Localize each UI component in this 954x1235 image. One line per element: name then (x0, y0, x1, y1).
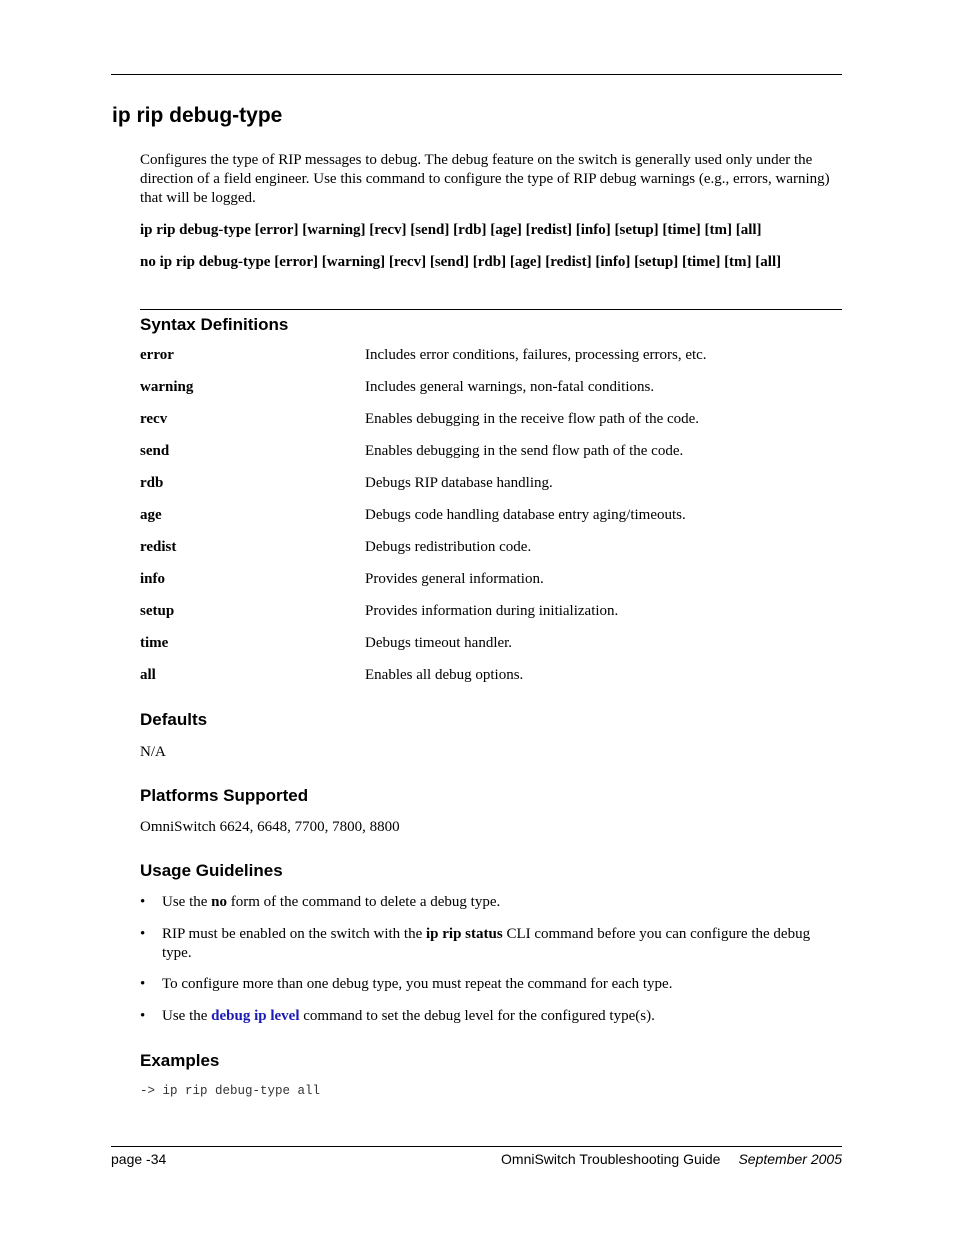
definition-description: Debugs code handling database entry aging/timeouts. (365, 507, 686, 523)
definition-description: Enables all debug options. (365, 667, 524, 683)
definition-description: Enables debugging in the send flow path of the code. (365, 443, 684, 459)
definition-row (140, 538, 842, 558)
platforms-value: OmniSwitch 6624, 6648, 7700, 7800, 8800 (140, 819, 400, 835)
usage-bullet-text (162, 1007, 832, 1026)
definition-row (140, 666, 842, 686)
text-segment: CLI command before you can configure the debug type. (162, 926, 811, 961)
defaults-value: N/A (140, 744, 166, 760)
usage-guidelines-heading: Usage Guidelines (140, 861, 283, 880)
keyword-ip-rip-status: ip rip status (426, 926, 503, 942)
section-rule (140, 309, 842, 310)
bullet-marker: • (140, 926, 146, 942)
command-description: Configures the type of RIP messages to debug. The debug feature on the switch is generally used only under the direction of a field engineer. Use this command to configure the type of RIP debug warnings (e.g., errors, warning) that will be logged. (140, 152, 830, 206)
definition-term: send (140, 443, 170, 459)
usage-bullet-text: To configure more than one debug type, you must repeat the command for each type. (162, 976, 673, 992)
definition-description: Debugs timeout handler. (365, 635, 513, 651)
text-segment: Use the (162, 894, 212, 910)
definition-row (140, 634, 842, 654)
syntax-command: ip rip debug-type [error] [warning] [recv] [send] [rdb] [age] [redist] [info] [setup] [time] [tm] [all] (140, 222, 762, 238)
definition-term: rdb (140, 475, 164, 491)
definition-row (140, 442, 842, 462)
definition-row (140, 602, 842, 622)
definition-term: redist (140, 539, 177, 555)
definition-term: info (140, 571, 166, 587)
page-title: ip rip debug-type (112, 104, 283, 127)
definition-description: Debugs redistribution code. (365, 539, 532, 555)
definition-term: recv (140, 411, 168, 427)
definition-term: time (140, 635, 169, 651)
definition-term: all (140, 667, 156, 683)
definition-term: warning (140, 379, 194, 395)
text-segment: command to set the debug level for the configured type(s). (299, 1008, 655, 1024)
publication-date: September 2005 (738, 1151, 842, 1167)
text-segment: RIP must be enabled on the switch with the (162, 926, 426, 942)
text-segment: form of the command to delete a debug type. (227, 894, 501, 910)
usage-bullet-text (162, 925, 832, 963)
guide-title: OmniSwitch Troubleshooting Guide (501, 1151, 721, 1167)
debug-ip-level-link[interactable]: debug ip level (211, 1008, 300, 1024)
definition-row (140, 506, 842, 526)
definition-term: age (140, 507, 162, 523)
platforms-heading: Platforms Supported (140, 786, 309, 805)
definition-description: Includes error conditions, failures, processing errors, etc. (365, 347, 707, 363)
definition-row (140, 410, 842, 430)
syntax-no-command: no ip rip debug-type [error] [warning] [recv] [send] [rdb] [age] [redist] [info] [setup] [time] [tm] [all] (140, 254, 782, 270)
definition-row (140, 570, 842, 590)
definition-description: Provides general information. (365, 571, 544, 587)
definition-description: Enables debugging in the receive flow path of the code. (365, 411, 700, 427)
example-code: -> ip rip debug-type all (140, 1084, 321, 1098)
definition-term: error (140, 347, 174, 363)
definition-row (140, 346, 842, 366)
defaults-heading: Defaults (140, 710, 208, 729)
definition-description: Debugs RIP database handling. (365, 475, 553, 491)
definition-row (140, 474, 842, 494)
definition-row (140, 378, 842, 398)
text-segment: Use the (162, 1008, 212, 1024)
bullet-marker: • (140, 976, 146, 992)
usage-bullet-text (162, 893, 832, 912)
keyword-no: no (211, 894, 227, 910)
header-rule (111, 74, 842, 75)
footer-info (501, 1151, 842, 1167)
definition-term: setup (140, 603, 175, 619)
bullet-marker: • (140, 1008, 146, 1024)
bullet-marker: • (140, 894, 146, 910)
page-number: page -34 (111, 1151, 167, 1167)
definition-description: Provides information during initialization. (365, 603, 619, 619)
footer-rule (111, 1146, 842, 1147)
definition-description: Includes general warnings, non-fatal conditions. (365, 379, 655, 395)
syntax-definitions-heading: Syntax Definitions (140, 315, 289, 334)
examples-heading: Examples (140, 1051, 220, 1070)
